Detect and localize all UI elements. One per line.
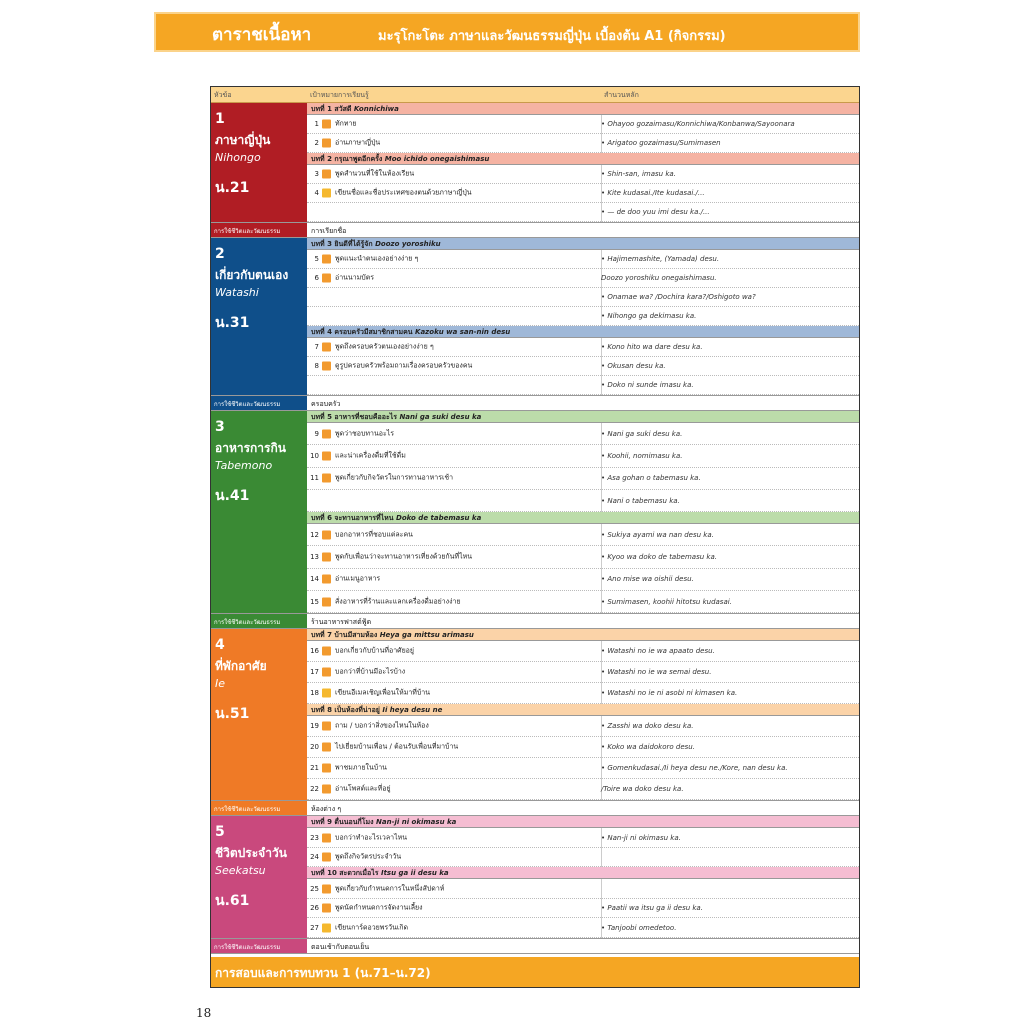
learning-goal: ทักทาย bbox=[335, 119, 357, 128]
read-icon bbox=[322, 274, 331, 283]
culture-label-cell bbox=[211, 939, 307, 953]
table-row bbox=[307, 338, 859, 357]
table-row bbox=[307, 203, 859, 222]
culture-topic: ร้านอาหารฟาสต์ฟู้ด bbox=[311, 618, 372, 627]
learning-goal: พูดเกี่ยวกับกำหนดการในหนึ่งสัปดาห์ bbox=[335, 884, 445, 893]
key-expression: • Asa gohan o tabemasu ka. bbox=[601, 474, 701, 483]
speak-icon bbox=[322, 553, 331, 562]
lesson-romaji: Doko de tabemasu ka bbox=[396, 514, 482, 523]
key-expression: • Kyoo wa doko de tabemasu ka. bbox=[601, 553, 717, 562]
activity-number: 5 bbox=[314, 255, 319, 263]
lesson-label: บทที่ 1 สวัสดี bbox=[311, 105, 352, 113]
key-expression: /Toire wa doko desu ka. bbox=[601, 785, 684, 794]
learning-goal: พูดแนะนำตนเองอย่างง่าย ๆ bbox=[335, 254, 419, 263]
table-row bbox=[307, 662, 859, 683]
culture-topic: ห้องต่าง ๆ bbox=[311, 805, 342, 814]
culture-row bbox=[211, 222, 859, 238]
table-row bbox=[307, 716, 859, 737]
key-expression: • Zasshi wa doko desu ka. bbox=[601, 722, 694, 731]
lesson-romaji: Doozo yoroshiku bbox=[375, 240, 441, 248]
read-icon bbox=[322, 139, 331, 148]
speak-icon bbox=[322, 904, 331, 913]
learning-goal: บอกเกี่ยวกับบ้านที่อาศัยอยู่ bbox=[335, 646, 414, 655]
lesson-label: บทที่ 9 ตื่นนอนกี่โมง bbox=[311, 818, 374, 827]
learning-goal: อ่านภาษาญี่ปุ่น bbox=[335, 138, 381, 147]
learning-goal: พูดสำนวนที่ใช้ในห้องเรียน bbox=[335, 169, 415, 178]
key-expression: • Okusan desu ka. bbox=[601, 362, 666, 370]
key-expression: • Koohii, nomimasu ka. bbox=[601, 451, 683, 460]
unit-title: อาหารการกิน bbox=[215, 441, 286, 455]
key-expression: • Watashi no ie ni asobi ni kimasen ka. bbox=[601, 689, 738, 698]
learning-goal: พูดถึงครอบครัวตนเองอย่างง่าย ๆ bbox=[335, 342, 434, 351]
lesson-romaji: Moo ichido onegaishimasu bbox=[384, 155, 490, 163]
learning-goal: ไปเยี่ยมบ้านเพื่อน / ต้อนรับเพื่อนที่มาบ้าน bbox=[335, 742, 459, 751]
lesson-romaji: Ii heya desu ne bbox=[382, 706, 443, 715]
learning-goal: บอกว่าทำอะไรเวลาไหน bbox=[335, 833, 407, 842]
lesson-header bbox=[307, 629, 859, 641]
key-expression: • Sukiya ayami wa nan desu ka. bbox=[601, 530, 714, 539]
unit-sidebar bbox=[211, 238, 307, 395]
activity-number: 18 bbox=[310, 689, 319, 698]
activity-number: 21 bbox=[310, 764, 319, 773]
key-expression: • Nani ga suki desu ka. bbox=[601, 429, 683, 438]
lesson-label: บทที่ 3 ยินดีที่ได้รู้จัก bbox=[311, 240, 373, 248]
table-row bbox=[307, 779, 859, 800]
lesson-header bbox=[307, 512, 859, 524]
learning-goal: บอกว่าที่บ้านมีอะไรบ้าง bbox=[335, 667, 406, 676]
page-number: 18 bbox=[196, 1006, 212, 1020]
table-row bbox=[307, 569, 859, 591]
table-row bbox=[307, 134, 859, 153]
activity-number: 27 bbox=[310, 923, 319, 932]
unit-title: ที่พักอาศัย bbox=[215, 659, 267, 674]
lesson-header bbox=[307, 867, 859, 879]
culture-row bbox=[211, 395, 859, 411]
culture-label: การใช้ชีวิตและวัฒนธรรม bbox=[214, 943, 281, 951]
unit-sidebar bbox=[211, 103, 307, 222]
activity-number: 25 bbox=[310, 884, 319, 893]
lesson-header bbox=[307, 153, 859, 165]
table-row bbox=[307, 468, 859, 490]
activity-number: 13 bbox=[310, 553, 319, 562]
lesson-label: บทที่ 2 กรุณาพูดอีกครั้ง bbox=[311, 155, 383, 163]
culture-label-cell bbox=[211, 396, 307, 410]
lesson-romaji: Heya ga mittsu arimasu bbox=[379, 631, 474, 640]
speak-icon bbox=[322, 597, 331, 606]
culture-row bbox=[211, 613, 859, 629]
table-row bbox=[307, 115, 859, 134]
culture-row bbox=[211, 800, 859, 816]
header-expression: สำนวนหลัก bbox=[604, 91, 639, 99]
activity-number: 2 bbox=[314, 139, 319, 147]
activity-number: 6 bbox=[314, 274, 319, 282]
key-expression: • Kono hito wa dare desu ka. bbox=[601, 343, 703, 351]
table-row bbox=[307, 547, 859, 569]
unit-romaji: Nihongo bbox=[215, 151, 261, 164]
lesson-label: บทที่ 5 อาหารที่ชอบคืออะไร bbox=[311, 413, 397, 421]
table-row bbox=[307, 737, 859, 758]
header-topic: หัวข้อ bbox=[214, 91, 232, 99]
unit-sidebar bbox=[211, 629, 307, 800]
lesson-label: บทที่ 8 เป็นห้องที่น่าอยู่ bbox=[311, 706, 380, 715]
activity-number: 23 bbox=[310, 833, 319, 842]
lesson-header bbox=[307, 411, 859, 423]
table-row bbox=[307, 591, 859, 613]
key-expression: • Gomenkudasai./Ii heya desu ne./Kore, nan desu ka. bbox=[601, 764, 788, 773]
learning-goal: บอกอาหารที่ชอบแต่ละคน bbox=[335, 530, 413, 539]
learning-goal: เขียนชื่อและชื่อประเทศของตนด้วยภาษาญี่ปุ่น bbox=[335, 188, 472, 197]
culture-topic: ตอนเช้ากับตอนเย็น bbox=[311, 942, 370, 951]
speak-icon bbox=[322, 170, 331, 179]
lesson-romaji: Konnichiwa bbox=[353, 105, 399, 113]
table-row bbox=[307, 848, 859, 868]
lesson-header bbox=[307, 704, 859, 716]
key-expression: • Ano mise wa oishii desu. bbox=[601, 575, 694, 584]
key-expression: • Nihongo ga dekimasu ka. bbox=[601, 312, 697, 320]
culture-topic: การเรียกชื่อ bbox=[311, 227, 347, 235]
unit-romaji: Ie bbox=[215, 677, 226, 691]
speak-icon bbox=[322, 884, 331, 893]
learning-goal: และน่าเครื่องดื่มที่ใช้ดื่ม bbox=[335, 451, 406, 460]
unit-number: 2 bbox=[215, 246, 225, 262]
lesson-label: บทที่ 6 จะทานอาหารที่ไหน bbox=[311, 514, 394, 523]
activity-number: 12 bbox=[310, 530, 319, 539]
read-icon bbox=[322, 575, 331, 584]
unit-number: 1 bbox=[215, 111, 225, 127]
speak-icon bbox=[322, 362, 331, 371]
culture-label: การใช้ชีวิตและวัฒนธรรม bbox=[214, 228, 281, 235]
review-label: การสอบและการทบทวน 1 (น.71–น.72) bbox=[215, 966, 431, 980]
learning-goal: พูดกับเพื่อนว่าจะทานอาหารเที่ยงด้วยกันที่ไหน bbox=[335, 552, 472, 561]
title-banner bbox=[154, 12, 860, 52]
table-header bbox=[211, 87, 859, 103]
lesson-romaji: Kazoku wa san-nin desu bbox=[415, 328, 511, 336]
lesson-header bbox=[307, 238, 859, 250]
key-expression: • Kite kudasai./Ite kudasai./... bbox=[601, 189, 705, 197]
table-row bbox=[307, 918, 859, 938]
key-expression: • Doko ni sunde imasu ka. bbox=[601, 381, 694, 389]
unit-number: 4 bbox=[215, 637, 225, 654]
learning-goal: พูดนัดกำหนดการจัดงานเลี้ยง bbox=[335, 903, 423, 912]
lesson-label: บทที่ 10 สะดวกเมื่อไร bbox=[311, 869, 379, 878]
table-row bbox=[307, 307, 859, 326]
activity-number: 15 bbox=[310, 597, 319, 606]
unit-title: ภาษาญี่ปุ่น bbox=[215, 133, 271, 147]
lesson-header bbox=[307, 103, 859, 115]
key-expression: • Ohayoo gozaimasu/Konnichiwa/Konbanwa/Sayoonara bbox=[601, 120, 795, 128]
table-row bbox=[307, 445, 859, 467]
unit-romaji: Seekatsu bbox=[215, 864, 266, 878]
speak-icon bbox=[322, 833, 331, 842]
key-expression: • Hajimemashite, (Yamada) desu. bbox=[601, 255, 720, 263]
key-expression: Doozo yoroshiku onegaishimasu. bbox=[601, 274, 717, 282]
unit-page: น.21 bbox=[215, 180, 250, 196]
speak-icon bbox=[322, 668, 331, 677]
activity-number: 22 bbox=[310, 785, 319, 794]
speak-icon bbox=[322, 343, 331, 352]
key-expression: • Paatii wa itsu ga ii desu ka. bbox=[601, 904, 703, 913]
activity-number: 3 bbox=[314, 170, 319, 178]
unit-sidebar bbox=[211, 411, 307, 613]
table-row bbox=[307, 524, 859, 546]
activity-number: 8 bbox=[314, 362, 319, 370]
speak-icon bbox=[322, 764, 331, 773]
activity-number: 19 bbox=[310, 722, 319, 731]
lesson-romaji: Itsu ga ii desu ka bbox=[380, 869, 449, 878]
learning-goal: อ่านนามบัตร bbox=[335, 273, 374, 282]
culture-row bbox=[211, 938, 859, 954]
speak-icon bbox=[322, 743, 331, 752]
table-row bbox=[307, 899, 859, 919]
culture-label-cell bbox=[211, 614, 307, 628]
speak-icon bbox=[322, 429, 331, 438]
activity-number: 7 bbox=[314, 343, 319, 351]
speak-icon bbox=[322, 647, 331, 656]
activity-number: 24 bbox=[310, 853, 319, 862]
key-expression: • Arigatoo gozaimasu/Sumimasen bbox=[601, 139, 721, 147]
unit-page: น.51 bbox=[215, 706, 250, 723]
culture-label-cell bbox=[211, 801, 307, 815]
contents-table bbox=[210, 86, 860, 988]
key-expression: • — de doo yuu imi desu ka./... bbox=[601, 208, 710, 216]
culture-topic: ครอบครัว bbox=[311, 400, 341, 408]
learning-goal: เขียนการ์ดอวยพรวันเกิด bbox=[335, 923, 409, 932]
table-row bbox=[307, 423, 859, 445]
table-row bbox=[307, 165, 859, 184]
activity-number: 11 bbox=[310, 474, 319, 483]
table-row bbox=[307, 250, 859, 269]
table-row bbox=[307, 758, 859, 779]
read-icon bbox=[322, 785, 331, 794]
culture-label: การใช้ชีวิตและวัฒนธรรม bbox=[214, 619, 281, 627]
banner-subtitle: มะรุโกะโตะ ภาษาและวัฒนธรรมญี่ปุ่น เบื้องต้น A1 (กิจกรรม) bbox=[378, 29, 726, 44]
lesson-romaji: Nan-ji ni okimasu ka bbox=[376, 818, 457, 827]
learning-goal: อ่านโพสต์และที่อยู่ bbox=[335, 784, 391, 793]
lesson-label: บทที่ 4 ครอบครัวมีสมาชิกสามคน bbox=[311, 328, 413, 336]
activity-number: 16 bbox=[310, 647, 319, 656]
table-row bbox=[307, 490, 859, 512]
speak-icon bbox=[322, 120, 331, 129]
write-icon bbox=[322, 923, 331, 932]
learning-goal: พูดว่าชอบทานอะไร bbox=[335, 429, 394, 438]
unit-title: เกี่ยวกับตนเอง bbox=[215, 268, 289, 282]
table-row bbox=[307, 828, 859, 848]
unit-sidebar bbox=[211, 816, 307, 938]
table-row bbox=[307, 269, 859, 288]
unit-romaji: Tabemono bbox=[215, 459, 273, 472]
speak-icon bbox=[322, 474, 331, 483]
banner-title: ตาราชเนื้อหา bbox=[212, 25, 312, 45]
write-icon bbox=[322, 689, 331, 698]
learning-goal: พูดถึงกิจวัตรประจำวัน bbox=[335, 852, 402, 861]
learning-goal: สั่งอาหารที่ร้านและแลกเครื่องดื่มอย่างง่าย bbox=[335, 597, 461, 606]
speak-icon bbox=[322, 530, 331, 539]
table-row bbox=[307, 184, 859, 203]
unit-page: น.61 bbox=[215, 893, 250, 910]
lesson-header bbox=[307, 816, 859, 828]
speak-icon bbox=[322, 853, 331, 862]
activity-number: 26 bbox=[310, 904, 319, 913]
culture-label: การใช้ชีวิตและวัฒนธรรม bbox=[214, 401, 281, 408]
lesson-label: บทที่ 7 บ้านมีสามห้อง bbox=[311, 631, 378, 640]
unit-page: น.41 bbox=[215, 488, 250, 504]
key-expression: • Shin-san, imasu ka. bbox=[601, 170, 676, 178]
review-bar bbox=[211, 957, 859, 987]
learning-goal: พาชมภายในบ้าน bbox=[335, 763, 387, 772]
culture-label-cell bbox=[211, 223, 307, 237]
lesson-romaji: Nani ga suki desu ka bbox=[399, 413, 482, 421]
unit-title: ชีวิตประจำวัน bbox=[215, 846, 287, 861]
table-row bbox=[307, 641, 859, 662]
learning-goal: ถาม / บอกว่าสิ่งของไหนในห้อง bbox=[335, 721, 429, 730]
key-expression: • Tanjoobi omedetoo. bbox=[601, 923, 677, 932]
culture-label: การใช้ชีวิตและวัฒนธรรม bbox=[214, 806, 281, 814]
activity-number: 17 bbox=[310, 668, 319, 677]
learning-goal: พูดเกี่ยวกับกิจวัตรในการทานอาหารเช้า bbox=[335, 473, 454, 482]
activity-number: 9 bbox=[314, 429, 319, 438]
table-row bbox=[307, 288, 859, 307]
header-goal: เป้าหมายการเรียนรู้ bbox=[310, 91, 369, 99]
unit-page: น.31 bbox=[215, 315, 250, 331]
table-row bbox=[307, 357, 859, 376]
table-row bbox=[307, 683, 859, 704]
activity-number: 10 bbox=[310, 451, 319, 460]
unit-romaji: Watashi bbox=[215, 286, 259, 299]
activity-number: 4 bbox=[314, 189, 319, 197]
learning-goal: ดูรูปครอบครัวพร้อมถามเรื่องครอบครัวของคน bbox=[335, 361, 473, 370]
table-row bbox=[307, 376, 859, 395]
learning-goal: อ่านเมนูอาหาร bbox=[335, 574, 381, 583]
key-expression: • Nan-ji ni okimasu ka. bbox=[601, 833, 681, 842]
table-row bbox=[307, 879, 859, 899]
learning-goal: เขียนอีเมลเชิญเพื่อนให้มาที่บ้าน bbox=[335, 688, 431, 697]
key-expression: • Watashi no ie wa semai desu. bbox=[601, 668, 712, 677]
activity-number: 14 bbox=[310, 575, 319, 584]
write-icon bbox=[322, 189, 331, 198]
key-expression: • Koko wa daidokoro desu. bbox=[601, 743, 695, 752]
lesson-header bbox=[307, 326, 859, 338]
key-expression: • Onamae wa? /Dochira kara?/Oshigoto wa? bbox=[601, 293, 756, 301]
speak-icon bbox=[322, 255, 331, 264]
activity-number: 1 bbox=[314, 120, 319, 128]
key-expression: • Watashi no ie wa apaato desu. bbox=[601, 647, 715, 656]
key-expression: • Sumimasen, koohii hitotsu kudasai. bbox=[601, 597, 732, 606]
activity-number: 20 bbox=[310, 743, 319, 752]
unit-number: 3 bbox=[215, 419, 225, 435]
key-expression: • Nani o tabemasu ka. bbox=[601, 496, 680, 505]
speak-icon bbox=[322, 722, 331, 731]
speak-icon bbox=[322, 451, 331, 460]
unit-number: 5 bbox=[215, 824, 225, 841]
